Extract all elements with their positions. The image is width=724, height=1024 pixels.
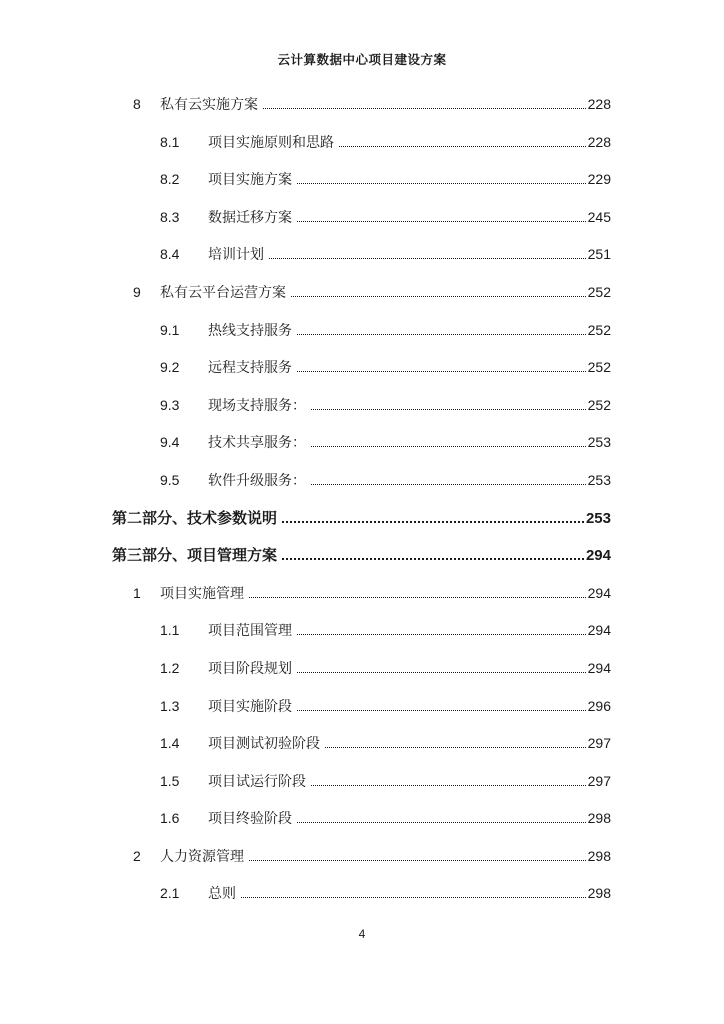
toc-entry[interactable] [112,500,611,538]
toc-entry-page: 298 [587,885,611,902]
toc-entry-number: 9.3 [160,396,180,413]
toc-entry[interactable] [112,462,611,500]
toc-entry-number: 1.3 [160,697,180,714]
toc-entry-number: 8.3 [160,208,180,225]
toc-dot-leader [297,710,586,711]
toc-entry[interactable] [112,424,611,462]
toc-dot-leader [297,334,586,335]
toc-dot-leader [311,409,586,410]
toc-entry-label: 现场支持服务： [208,396,306,413]
toc-entry[interactable] [112,612,611,650]
toc-entry[interactable] [112,312,611,350]
toc-dot-leader [297,371,586,372]
toc-entry-number: 8.4 [160,246,180,263]
toc-entry-number: 1.6 [160,810,180,827]
toc-entry-page: 297 [587,735,611,752]
document-title: 云计算数据中心项目建设方案 [277,53,447,67]
toc-entry-number: 1.4 [160,735,180,752]
toc-entry[interactable] [112,650,611,688]
toc-entry-number: 9.1 [160,321,180,338]
toc-entry[interactable] [112,199,611,237]
toc-dot-leader [291,296,586,297]
toc-entry[interactable] [112,537,611,575]
toc-dot-leader [311,785,586,786]
page-number: 4 [358,927,366,941]
toc-dot-leader [297,822,586,823]
toc-entry-page: 252 [587,396,611,413]
toc-entry-number: 1.5 [160,772,180,789]
toc-entry-page: 298 [587,847,611,864]
toc-entry-number: 8 [133,96,141,112]
toc-entry-label: 项目终验阶段 [208,810,292,827]
toc-entry-page: 294 [587,584,611,601]
toc-entry[interactable] [112,349,611,387]
toc-entry-page: 253 [587,471,611,488]
toc-dot-leader [311,446,586,447]
toc-entry-page: 294 [585,547,611,565]
toc-entry-number: 1.1 [160,622,180,639]
toc-entry-page: 294 [587,622,611,639]
toc-entry-page: 298 [587,810,611,827]
toc-entry-page: 296 [587,697,611,714]
toc-entry-label: 第三部分、项目管理方案 [112,547,278,565]
toc-entry-label: 第二部分、技术参数说明 [112,509,278,527]
toc-dot-leader [297,672,586,673]
toc-entry[interactable] [112,387,611,425]
toc-entry-number: 8.2 [160,171,180,188]
toc-entry[interactable] [112,86,611,124]
page-header [0,50,724,68]
toc-entry-number: 9.4 [160,434,180,451]
toc-entry-label: 软件升级服务： [208,471,306,488]
toc-entry-number: 9 [133,283,141,300]
toc-dot-leader [269,258,586,259]
toc-entry-label: 项目实施方案 [208,171,292,188]
toc-entry-page: 245 [587,208,611,225]
toc-entry-number: 2 [133,847,141,864]
toc-entry[interactable] [112,838,611,876]
toc-entry-page: 252 [587,283,611,300]
toc-entry[interactable] [112,725,611,763]
toc-entry[interactable] [112,763,611,801]
toc-entry[interactable] [112,575,611,613]
toc-entry-label: 私有云平台运营方案 [160,283,286,300]
toc-entry[interactable] [112,161,611,199]
toc-entry[interactable] [112,124,611,162]
toc-list [112,86,611,913]
toc-entry[interactable] [112,875,611,913]
toc-entry-page: 253 [587,434,611,451]
toc-entry-number: 8.1 [160,133,180,150]
toc-entry-label: 项目实施阶段 [208,697,292,714]
toc-entry-number: 2.1 [160,885,180,902]
toc-entry-label: 项目阶段规划 [208,659,292,676]
toc-entry-page: 297 [587,772,611,789]
toc-dot-leader [282,521,584,523]
toc-entry-label: 数据迁移方案 [208,208,292,225]
toc-entry-label: 项目范围管理 [208,622,292,639]
toc-entry-label: 远程支持服务 [208,359,292,376]
toc-entry-label: 项目测试初验阶段 [208,735,320,752]
toc-dot-leader [339,146,586,147]
toc-entry-page: 228 [587,133,611,150]
toc-entry-page: 251 [587,246,611,263]
toc-entry-label: 总则 [208,885,236,902]
page-footer [0,927,724,941]
toc-entry-page: 294 [587,659,611,676]
toc-dot-leader [263,108,586,109]
toc-entry-label: 技术共享服务： [208,434,306,451]
toc-entry-page: 228 [587,96,611,112]
toc-entry-label: 人力资源管理 [160,847,244,864]
toc-entry-page: 229 [587,171,611,188]
toc-entry-number: 9.2 [160,359,180,376]
toc-dot-leader [282,558,584,560]
toc-entry-page: 253 [585,509,611,527]
toc-dot-leader [249,597,586,598]
toc-entry-page: 252 [587,359,611,376]
toc-dot-leader [311,484,586,485]
toc-entry[interactable] [112,800,611,838]
toc-dot-leader [297,634,586,635]
toc-dot-leader [249,860,586,861]
toc-entry-label: 培训计划 [208,246,264,263]
toc-entry-page: 252 [587,321,611,338]
toc-entry-label: 项目实施原则和思路 [208,133,334,150]
toc-dot-leader [297,183,586,184]
toc-entry-label: 热线支持服务 [208,321,292,338]
toc-entry-number: 1.2 [160,659,180,676]
toc-entry-label: 项目试运行阶段 [208,772,306,789]
toc-entry-number: 1 [133,584,141,601]
toc-entry[interactable] [112,236,611,274]
toc-dot-leader [297,221,586,222]
toc-dot-leader [325,747,586,748]
toc-entry[interactable] [112,274,611,312]
toc-entry-label: 项目实施管理 [160,584,244,601]
toc-entry-number: 9.5 [160,471,180,488]
toc-entry[interactable] [112,688,611,726]
toc-dot-leader [241,897,586,898]
toc-entry-label: 私有云实施方案 [160,96,258,112]
